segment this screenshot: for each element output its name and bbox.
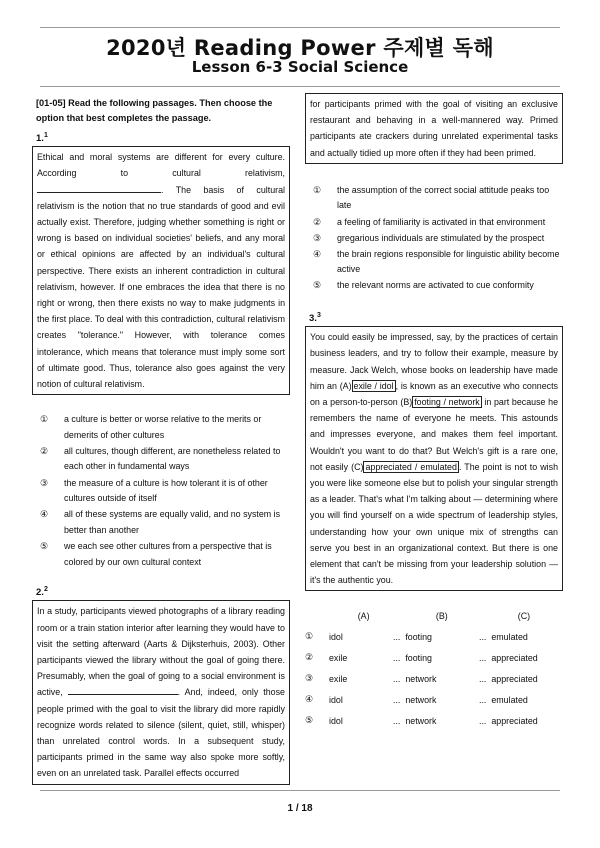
choice-box-b: footing / network (414, 396, 480, 407)
answer-option-row[interactable]: ② exile ... footing ... appreciated (305, 652, 538, 663)
option-item[interactable]: ② a feeling of familiarity is activated in that environment (313, 216, 546, 227)
question-1-passage: Ethical and moral systems are different for every culture. According to cultural relativism, . The basis of cultural relativism is the notion that no true standards of good and evil actually exist. Therefore, judging whether something is right or wrong is based on individual societies' beliefs, and any moral or ethical opinions are affected by an individual's cultural perspective. There exists an inherent contradiction in cultural relativism, however. If one embraces the idea that there is no right or wrong, then there exists no way to make judgments in the first place. To deal with this contradiction, cultural relativism creates "tolerance." However, with tolerance comes intolerance, which means that tolerance must imply some sort of ultimate good. Thus, tolerance also goes against the very notion of cultural relativism. (32, 146, 290, 395)
choice-box-a: exile / idol (353, 380, 394, 391)
answer-blank (37, 192, 161, 193)
page-subtitle: Lesson 6-3 Social Science (191, 58, 409, 76)
question-2-number: 2.$^2$ (36, 586, 48, 599)
question-3-answer-table (305, 605, 563, 731)
answer-option-row[interactable]: ③ exile ... network ... appreciated (305, 673, 538, 684)
page-number: 1 / 18 (287, 803, 313, 814)
left-column (32, 96, 290, 785)
question-2-passage-continued: for participants primed with the goal of visiting an exclusive restaurant and behaving in a well-mannered way. Primed participants ate crackers during unrelated experimental tasks and actually tidied up more often if they had been primed. (305, 93, 563, 164)
answer-blank (68, 694, 178, 695)
option-item[interactable]: ④ all of these systems are equally valid, and no system is better than another (40, 509, 281, 535)
question-3-number: 3.$^3$ (309, 311, 321, 325)
answer-table-header: (A) (B) (C) (357, 610, 531, 621)
answer-option-row[interactable]: ⑤ idol ... network ... appreciated (305, 715, 538, 726)
page-title: 2020년 Reading Power 주제별 독해 (106, 36, 494, 60)
question-1-number: 1.$^1$ (36, 132, 48, 145)
option-item[interactable]: ② all cultures, though different, are nonetheless related to each other in fundamental ways (40, 445, 281, 472)
question-2-options (305, 183, 563, 294)
option-item[interactable]: ③ the measure of a culture is how tolerant it is of other cultures outside of itself (40, 477, 268, 504)
top-rule (40, 27, 560, 28)
option-item[interactable]: ① the assumption of the correct social attitude peaks too late (313, 184, 550, 211)
option-item[interactable]: ③ gregarious individuals are stimulated by the prospect (313, 232, 545, 243)
instruction: [01-05] Read the following passages. Then choose the option that best completes the passage. (36, 98, 273, 123)
choice-box-c: appreciated / emulated (365, 461, 457, 472)
option-item[interactable]: ④ the brain regions responsible for linguistic ability become active (313, 248, 560, 275)
title-rule (40, 86, 560, 87)
answer-option-row[interactable]: ④ idol ... network ... emulated (305, 694, 528, 705)
question-1-options (32, 412, 290, 570)
question-2-passage: In a study, participants viewed photographs of a library reading room or a train station interior after learning they would have to visit the setting afterward (Aarts & Dijksterhuis, 2003). Other participants viewed the library without the goal of going there. Presumably, when the goal of going to a social environment is active, . And, indeed, only those people primed with the goal to visit the library did more rapidly recognize words related to silence (silent, quiet, still, whisper) than unrelated control words. In a subsequent study, participants primed in the same way also spoke more softly, even on an unrelated task. Parallel effects occurred (32, 600, 290, 784)
question-3-passage: You could easily be impressed, say, by the practices of certain business leaders, and try to follow their example, measure by measure. Jack Welch, whose books on leadership have made him an (A) exile / idol , is known as an executive who connects on a person-to-person (B) footing / network in part because he remembers the name of everyone he meets. This astounds and impresses everyone, and makes them feel important. Wouldn't you want to do that? But Welch's gift is a rare one, not easily (C) appreciated / emulated . The point is not to wish you were like someone else but to polish your singular strength as a leader. That's what I'm talking about — determining where you will find yourself on a wide spectrum of leadership styles, understanding how your own unique mix of strengths can serve you best in an organizational context. But there is one element that can't be missing from your leadership solution — it's the authentic you. (305, 326, 563, 591)
right-column (305, 96, 563, 731)
option-item[interactable]: ① a culture is better or worse relative to the merits or demerits of other cultures (40, 414, 262, 440)
option-item[interactable]: ⑤ we each see other cultures from a perspective that is colored by our own cultural context (40, 540, 272, 567)
option-item[interactable]: ⑤ the relevant norms are activated to cue conformity (313, 280, 534, 291)
answer-option-row[interactable]: ① idol ... footing ... emulated (305, 631, 528, 642)
bottom-rule (40, 790, 560, 791)
